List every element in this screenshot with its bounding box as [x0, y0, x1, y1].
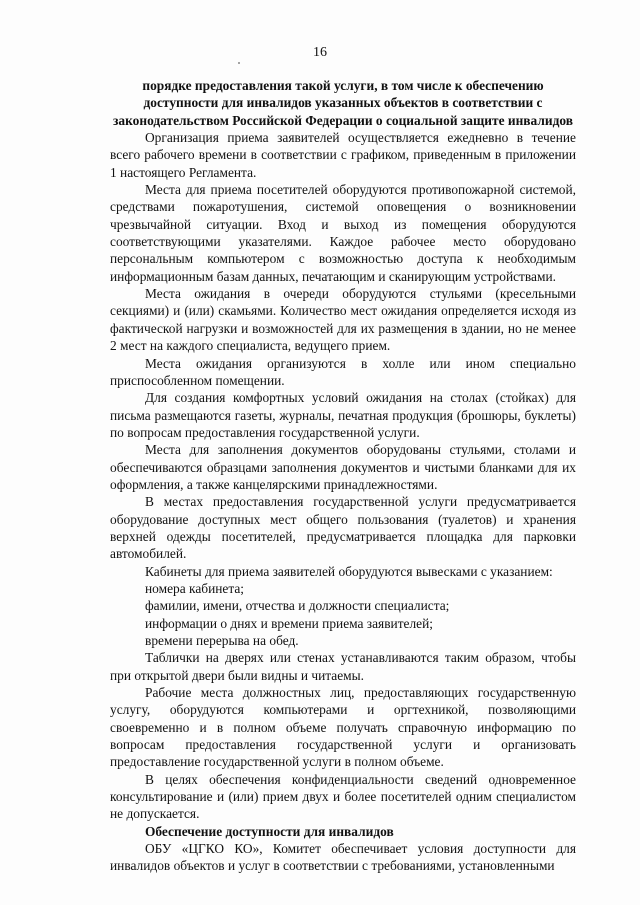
paragraph-public-facilities: В местах предоставления государственной услуги предусматривается оборудование доступных мест общего пользования (туалетов) и хранения верхней одежды посетителей, предусматривается площадка для парковки автомобилей.: [110, 494, 576, 562]
sign-list-item: информации о днях и времени приема заявителей;: [145, 615, 433, 631]
paragraph-safety-equipment: Места для приема посетителей оборудуются противопожарной системой, средствами пожаротушения, системой оповещения о возникновении чрезвычайной ситуации. Вход и выход из помещения оборудуются соответствующими указателями. Каждое рабочее место оборудовано персональным компьютером с возможностью доступа к необходимым информационным базам данных, печатающим и сканирующим устройствами.: [110, 182, 576, 284]
scan-speck: [238, 62, 240, 64]
sign-list-item: номера кабинета;: [145, 580, 245, 596]
paragraph-door-plates: Таблички на дверях или стенах устанавливаются таким образом, чтобы при открытой двери были видны и читаемы.: [110, 650, 576, 683]
paragraph-accessibility: ОБУ «ЦГКО КО», Комитет обеспечивает условия доступности для инвалидов объектов и услуг в соответствии с требованиями, установленными: [110, 841, 576, 874]
paragraph-printed-materials: Для создания комфортных условий ожидания на столах (стойках) для письма размещаются газеты, журналы, печатная продукция (брошюры, буклеты) по вопросам предоставления государственной услуги.: [110, 390, 576, 440]
sign-list-item: времени перерыва на обед.: [145, 633, 299, 648]
page-content: [110, 77, 576, 875]
paragraph-office-signs: Кабинеты для приема заявителей оборудуются вывесками с указанием:: [145, 563, 553, 579]
paragraph-waiting-seats: Места ожидания в очереди оборудуются стульями (кресельными секциями) и (или) скамьями. Количество мест ожидания определяется исходя из фактической нагрузки и возможностей для их размещения в здании, но не менее 2 мест на каждого специалиста, ведущего прием.: [110, 286, 576, 354]
sign-list-item: фамилии, имени, отчества и должности специалиста;: [145, 598, 450, 614]
paragraph-confidentiality: В целях обеспечения конфиденциальности сведений одновременное консультирование и (или) прием двух и более посетителей одним специалистом не допускается.: [110, 771, 576, 822]
section-heading: порядке предоставления такой услуги, в том числе к обеспечению доступности для инвалидов указанных объектов в соответствии с законодательством Российской Федерации о социальной защите инвалидов: [113, 78, 573, 128]
paragraph-reception-schedule: Организация приема заявителей осуществляется ежедневно в течение всего рабочего времени в соответствии с графиком, приведенным в приложении 1 настоящего Регламента.: [110, 130, 576, 180]
page-number: 16: [313, 45, 327, 60]
paragraph-waiting-location: Места ожидания организуются в холле или ином специально приспособленном помещении.: [110, 355, 576, 388]
paragraph-workstations: Рабочие места должностных лиц, предоставляющих государственную услугу, оборудуются компьютерами и оргтехникой, позволяющими своевременно и в полном объеме получать справочную информацию по вопросам предоставления государственной услуги и организовать предоставление государственной услуги в полном объеме.: [110, 685, 576, 770]
paragraph-form-filling-places: Места для заполнения документов оборудованы стульями, столами и обеспечиваются образцами заполнения документов и чистыми бланками для их оформления, а также канцелярскими принадлежностями.: [110, 442, 576, 492]
accessibility-subheading: Обеспечение доступности для инвалидов: [145, 823, 394, 839]
